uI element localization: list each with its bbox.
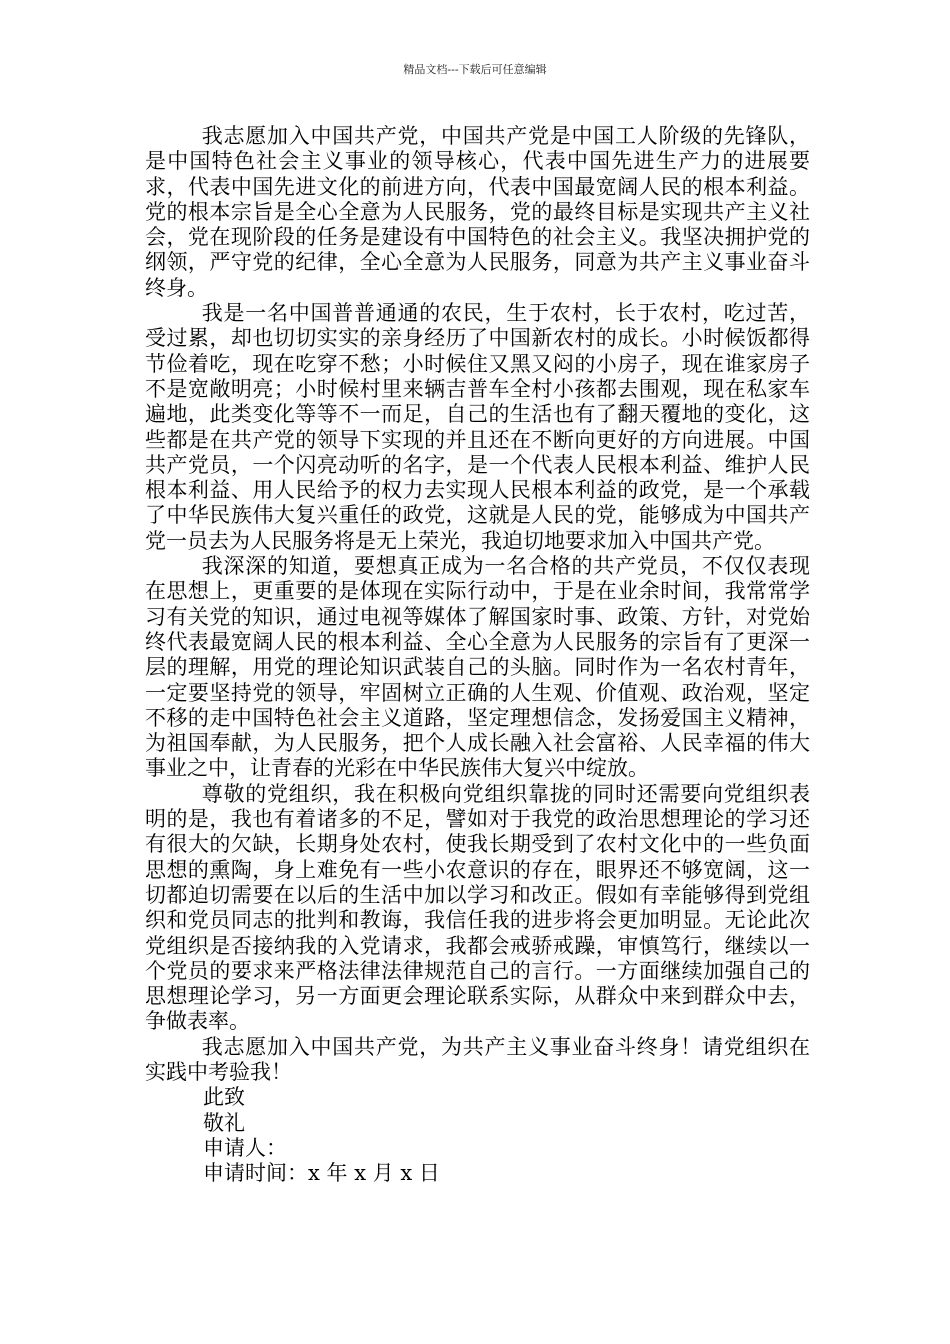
application-date: 申请时间：x 年 x 月 x 日	[203, 1161, 440, 1186]
paragraph-study: 我深深的知道，要想真正成为一名合格的共产党员，不仅仅表现在思想上，更重要的是体现在实际行动中，于是在业余时间，我常常学习有关党的知识，通过电视等媒体了解国家时事、政策、方针，对党始终代表最宽阔人民的根本利益、全心全意为人民服务的宗旨有了更深一层的理解，用党的理论知识武装自己的头脑。同时作为一名农村青年，一定要坚持党的领导，牢固树立正确的人生观、价值观、政治观，坚定不移的走中国特色社会主义道路，坚定理想信念，发扬爱国主义精神，为祖国奉献，为人民服务，把个人成长融入社会富裕、人民幸福的伟大事业之中，让青春的光彩在中华民族伟大复兴中绽放。	[145, 554, 810, 781]
paragraph-pledge: 我志愿加入中国共产党，中国共产党是中国工人阶级的先锋队，是中国特色社会主义事业的领导核心，代表中国先进生产力的进展要求，代表中国先进文化的前进方向，代表中国最宽阔人民的根本利益。党的根本宗旨是全心全意为人民服务，党的最终目标是实现共产主义社会，党在现阶段的任务是建设有中国特色的社会主义。我坚决拥护党的纲领，严守党的纪律，全心全意为人民服务，同意为共产主义事业奋斗终身。	[145, 124, 810, 300]
paragraph-shortcomings: 尊敬的党组织，我在积极向党组织靠拢的同时还需要向党组织表明的是，我也有着诸多的不足，譬如对于我党的政治思想理论的学习还有很大的欠缺，长期身处农村，使我长期受到了农村文化中的一些负面思想的熏陶，身上难免有一些小农意识的存在，眼界还不够宽阔，这一切都迫切需要在以后的生活中加以学习和改正。假如有幸能够得到党组织和党员同志的批判和教诲，我信任我的进步将会更加明显。无论此次党组织是否接纳我的入党请求，我都会戒骄戒躁，审慎笃行，继续以一个党员的要求来严格法律法律规范自己的言行。一方面继续加强自己的思想理论学习，另一方面更会理论联系实际，从群众中来到群众中去，争做表率。	[145, 781, 810, 1034]
document-body	[145, 124, 810, 1186]
paragraph-background: 我是一名中国普普通通的农民，生于农村，长于农村，吃过苦，受过累，却也切切实实的亲身经历了中国新农村的成长。小时候饭都得节俭着吃，现在吃穿不愁；小时候住又黑又闷的小房子，现在谁家房子不是宽敞明亮；小时候村里来辆吉普车全村小孩都去围观，现在私家车遍地，此类变化等等不一而足，自己的生活也有了翻天覆地的变化，这些都是在共产党的领导下实现的并且还在不断向更好的方向进展。中国共产党员，一个闪亮动听的名字，是一个代表人民根本利益、维护人民根本利益、用人民给予的权力去实现人民根本利益的政党，是一个承载了中华民族伟大复兴重任的政党，这就是人民的党，能够成为中国共产党一员去为人民服务将是无上荣光，我迫切地要求加入中国共产党。	[145, 301, 810, 553]
paragraph-final-pledge: 我志愿加入中国共产党，为共产主义事业奋斗终身！请党组织在实践中考验我！	[145, 1034, 810, 1084]
page-header: 精品文档---下载后可任意编辑	[403, 63, 547, 76]
closing-regards: 敬礼	[203, 1110, 245, 1135]
closing-salutation: 此致	[203, 1085, 245, 1110]
applicant-label: 申请人：	[203, 1135, 287, 1160]
